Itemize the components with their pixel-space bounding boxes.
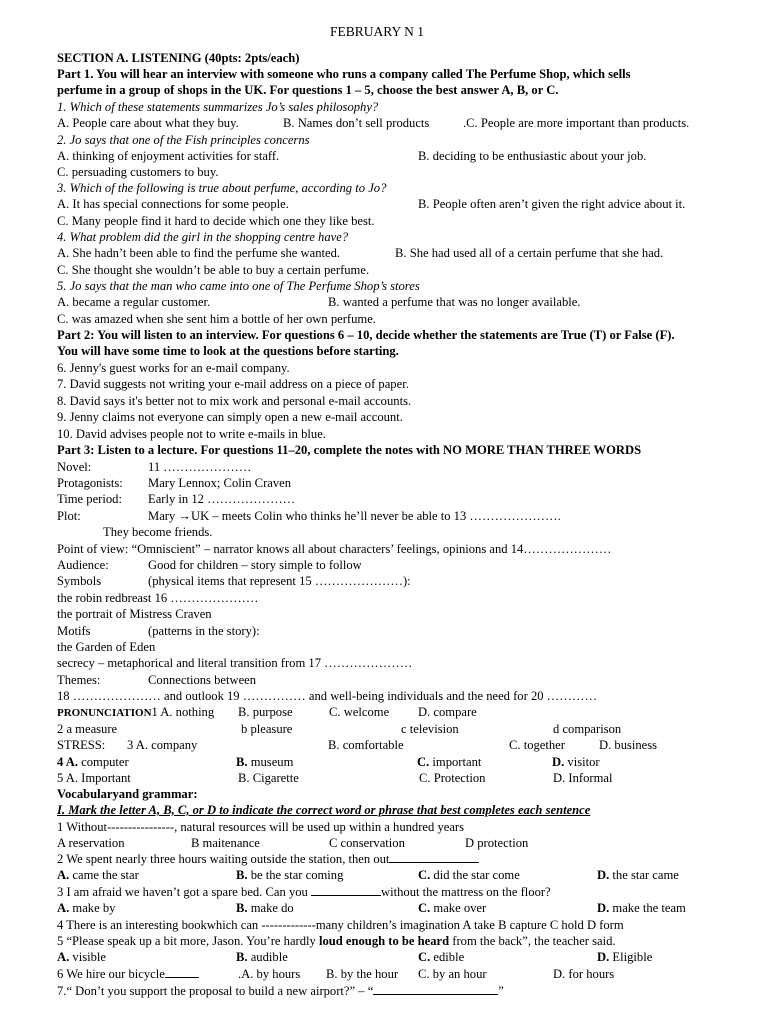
stress-q5-c: C. Protection [419, 771, 486, 785]
vocab-q3: 3 I am afraid we haven’t got a spare bed. Can you without the mattress on the floor? [57, 885, 551, 899]
question-2: 2. Jo says that one of the Fish principles concerns [57, 133, 310, 147]
vocab-q1-b: B maitenance [191, 836, 260, 850]
stress-q4-a: 4 A. computer [57, 755, 129, 769]
stress-q5-b: B. Cigarette [238, 771, 299, 785]
vocab-q3-b: B. make do [236, 901, 294, 915]
vocab-q7: 7.“ Don’t you support the proposal to build a new airport?” – “ ” [57, 984, 504, 998]
stress-q3-d: D. business [599, 738, 658, 752]
motifs-label: Motifs [57, 624, 91, 638]
motif-item-1: the Garden of Eden [57, 640, 156, 654]
symbols-label: Symbols [57, 574, 102, 588]
novel-blank: 11 ………………… [148, 460, 252, 474]
pron-q2-a: 2 a measure [57, 722, 118, 736]
q2-option-c: C. persuading customers to buy. [57, 165, 219, 179]
q3-option-c: C. Many people find it hard to decide which one they like best. [57, 214, 375, 228]
q1-option-c: .C. People are more important than products. [463, 116, 690, 130]
vocab-q5-d: D. Eligible [597, 950, 653, 964]
pron-q1-a: 1 A. nothing [151, 705, 215, 719]
statement-10: 10. David advises people not to write e-mails in blue. [57, 427, 326, 441]
stress-q4-c: C. important [417, 755, 482, 769]
vocab-q4: 4 There is an interesting bookwhich can -------------many children’s imagination A take B capture C hold D form [57, 918, 624, 932]
q5-option-c: C. was amazed when she sent him a bottle of her own perfume. [57, 312, 376, 326]
vocab-q2-c: C. did the star come [418, 868, 520, 882]
question-5: 5. Jo says that the man who came into one of The Perfume Shop’s stores [57, 279, 420, 293]
q5-option-b: B. wanted a perfume that was no longer available. [328, 295, 581, 309]
themes-label: Themes: [57, 673, 101, 687]
statement-9: 9. Jenny claims not everyone can simply open a new e-mail account. [57, 410, 403, 424]
vocab-q1-c: C conservation [329, 836, 405, 850]
vocab-q6-c: C. by an hour [418, 967, 487, 981]
vocab-instruction: I. Mark the letter A, B, C, or D to indicate the correct word or phrase that best completes each sentence [57, 803, 591, 817]
part2-intro-cont: You will have some time to look at the questions before starting. [57, 344, 399, 358]
stress-q3-c: C. together [509, 738, 565, 752]
stress-q4-b: B. museum [236, 755, 294, 769]
q4-option-b: B. She had used all of a certain perfume that she had. [395, 246, 664, 260]
stress-q5-a: 5 A. Important [57, 771, 131, 785]
q2-option-b: B. deciding to be enthusiastic about your job. [418, 149, 647, 163]
symbol-item-1: the robin redbreast 16 ………………… [57, 591, 259, 605]
vocab-q3-c: C. make over [418, 901, 487, 915]
motif-item-2: secrecy – metaphorical and literal transition from 17 ………………… [57, 656, 413, 670]
q1-option-b: B. Names don’t sell products [283, 116, 430, 130]
answer-blank [311, 884, 381, 896]
section-a-heading: SECTION A. LISTENING (40pts: 2pts/each) [57, 51, 300, 65]
question-3: 3. Which of the following is true about perfume, according to Jo? [57, 181, 387, 195]
part3-intro: Part 3: Listen to a lecture. For questions 11–20, complete the notes with NO MORE THAN THREE WORDS [57, 443, 642, 457]
statement-8: 8. David says it's better not to mix work and personal e-mail accounts. [57, 394, 412, 408]
stress-q4-d: D. visitor [552, 755, 600, 769]
stress-q3-a: 3 A. company [127, 738, 198, 752]
q3-option-a: A. It has special connections for some people. [57, 197, 289, 211]
vocab-q5-b: B. audible [236, 950, 288, 964]
pron-q1-b: B. purpose [238, 705, 293, 719]
audience-value: Good for children – story simple to follow [148, 558, 362, 572]
part2-intro: Part 2: You will listen to an interview. For questions 6 – 10, decide whether the statements are True (T) or False (F). [57, 328, 675, 342]
vocab-q6-b: B. by the hour [326, 967, 399, 981]
vocab-q6-d: D. for hours [553, 967, 615, 981]
vocab-q5-a: A. visible [57, 950, 106, 964]
pron-q2-c: c television [401, 722, 459, 736]
novel-label: Novel: [57, 460, 92, 474]
vocab-heading: Vocabularyand grammar: [57, 787, 198, 801]
point-of-view: Point of view: “Omniscient” – narrator knows all about characters’ feelings, opinions and 14………………… [57, 542, 612, 556]
themes-value: Connections between [148, 673, 257, 687]
vocab-q5: 5 “Please speak up a bit more, Jason. You’re hardly loud enough to be heard from the back”, the teacher said. [57, 934, 616, 948]
vocab-q2-a: A. came the star [57, 868, 139, 882]
vocab-q5-c: C. edible [418, 950, 465, 964]
symbol-item-2: the portrait of Mistress Craven [57, 607, 212, 621]
q2-option-a: A. thinking of enjoyment activities for staff. [57, 149, 280, 163]
pronunciation-row-1 [57, 704, 214, 721]
q4-option-a: A. She hadn’t been able to find the perfume she wanted. [57, 246, 341, 260]
pron-q1-d: D. compare [418, 705, 477, 719]
part1-intro-cont: perfume in a group of shops in the UK. For questions 1 – 5, choose the best answer A, B, or C. [57, 83, 559, 97]
question-4: 4. What problem did the girl in the shopping centre have? [57, 230, 349, 244]
time-period-value: Early in 12 ………………… [148, 492, 296, 506]
answer-blank [373, 983, 498, 995]
vocab-q6: 6 We hire our bicycle [57, 966, 199, 982]
q1-option-a: A. People care about what they buy. [57, 116, 239, 130]
pron-q2-b: b pleasure [241, 722, 293, 736]
vocab-q2-b: B. be the star coming [236, 868, 344, 882]
vocab-q1-a: A reservation [57, 836, 125, 850]
pronunciation-label: PRONUNCIATION [57, 707, 152, 719]
plot-value: Mary →UK – meets Colin who thinks he’ll never be able to 13 …………………. [148, 509, 561, 523]
plot-continuation: They become friends. [103, 525, 213, 539]
q5-option-a: A. became a regular customer. [57, 295, 211, 309]
motifs-value: (patterns in the story): [148, 624, 260, 638]
answer-blank [389, 851, 479, 863]
question-1: 1. Which of these statements summarizes Jo’s sales philosophy? [57, 100, 379, 114]
protagonists-value: Mary Lennox; Colin Craven [148, 476, 292, 490]
statement-7: 7. David suggests not writing your e-mail address on a piece of paper. [57, 377, 409, 391]
stress-q5-d: D. Informal [553, 771, 613, 785]
pron-q1-c: C. welcome [329, 705, 390, 719]
part1-intro: Part 1. You will hear an interview with someone who runs a company called The Perfume Shop, which sells [57, 67, 631, 81]
vocab-q1-d: D protection [465, 836, 529, 850]
time-period-label: Time period: [57, 492, 122, 506]
page-title: FEBRUARY N 1 [330, 24, 425, 39]
vocab-q3-a: A. make by [57, 901, 116, 915]
protagonists-label: Protagonists: [57, 476, 123, 490]
vocab-q2-d: D. the star came [597, 868, 679, 882]
themes-line: 18 ………………… and outlook 19 …………… and well-being individuals and the need for 20 ………… [57, 689, 598, 703]
vocab-q2: 2 We spent nearly three hours waiting outside the station, then out [57, 851, 479, 867]
statement-6: 6. Jenny's guest works for an e-mail company. [57, 361, 290, 375]
stress-label: STRESS: [57, 738, 106, 752]
stress-q3-b: B. comfortable [328, 738, 404, 752]
vocab-q6-a: .A. by hours [238, 967, 301, 981]
audience-label: Audience: [57, 558, 109, 572]
vocab-q3-d: D. make the team [597, 901, 686, 915]
q4-option-c: C. She thought she wouldn’t be able to buy a certain perfume. [57, 263, 370, 277]
q3-option-b: B. People often aren’t given the right advice about it. [418, 197, 686, 211]
plot-label: Plot: [57, 509, 81, 523]
pron-q2-d: d comparison [553, 722, 622, 736]
symbols-value: (physical items that represent 15 …………………): [148, 574, 411, 588]
answer-blank [165, 966, 199, 978]
vocab-q1: 1 Without----------------, natural resources will be used up within a hundred years [57, 820, 465, 834]
